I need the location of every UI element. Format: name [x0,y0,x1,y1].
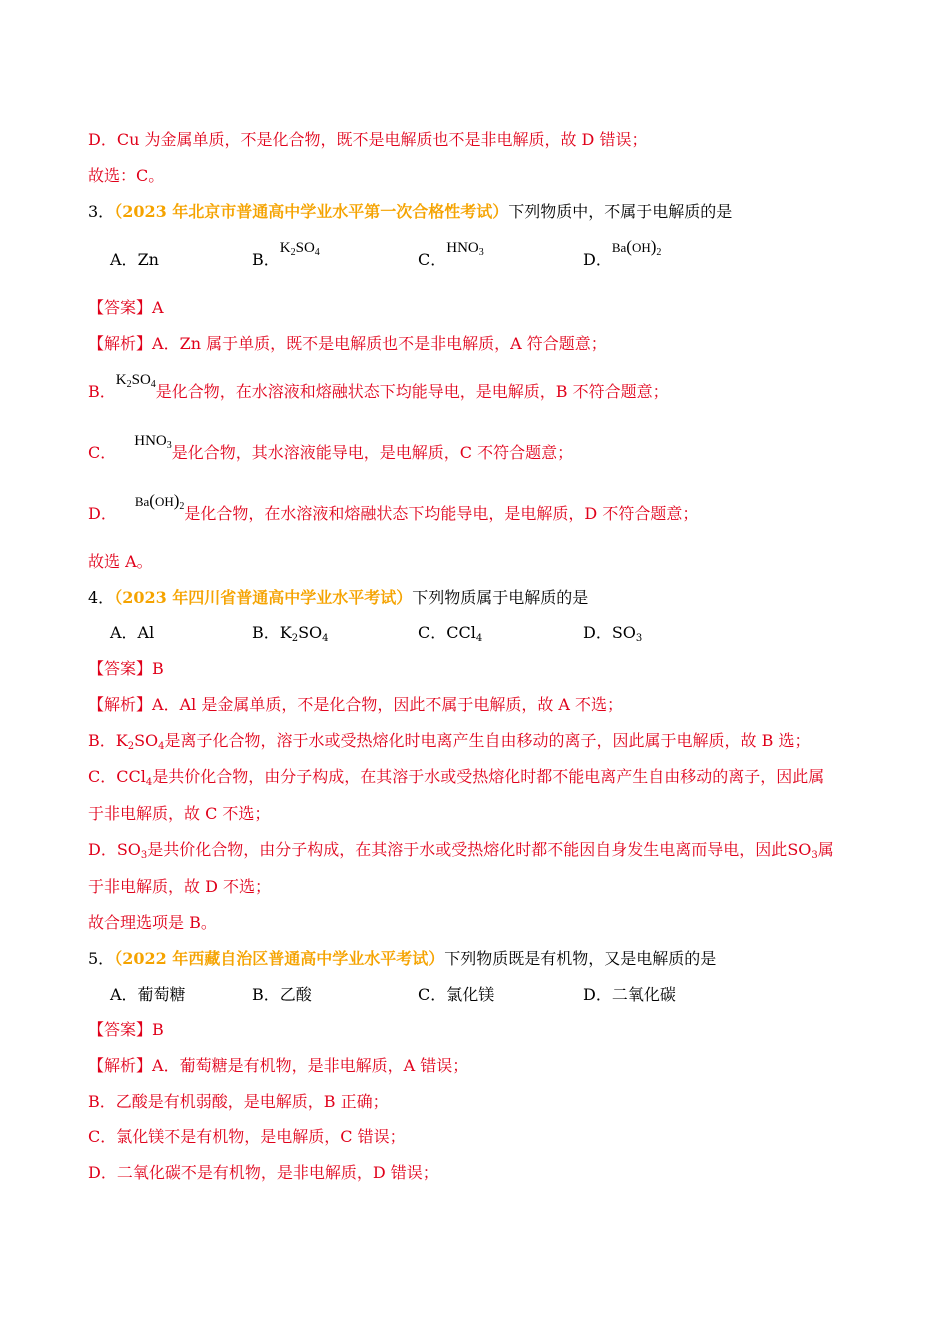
q3-option-c: C．$HNO_3$ [418,240,484,269]
q3-option-d: D．$^{Ba(OH)_2}$ [583,237,662,269]
q5-analysis-c: C．氯化镁不是有机物，是电解质，C 错误； [88,1127,406,1146]
q4-stem: 下列物质属于电解质的是 [412,588,589,607]
q3-option-b-formula: $K_2SO_4$ [279,240,320,258]
q5-option-d: D．二氧化碳 [583,985,676,1004]
q3-conclusion: 故选 A。 [88,552,153,571]
q5-analysis-a: 【解析】A．葡萄糖是有机物，是非电解质，A 错误； [88,1056,469,1075]
q3-option-b: B．$K_2SO_4$ [252,240,320,269]
q4-analysis-b: B．$K_2SO_4$是离子化合物，溶于水或受热熔化时电离产生自由移动的离子，因此属于电解质，故 B 选； [88,731,811,752]
q3-analysis-b: B．$K_2SO_4$是化合物，在水溶液和熔融状态下均能导电，是电解质，B 不符合题意； [88,372,669,401]
q3-analysis-a: 【解析】A．Zn 属于单质，既不是电解质也不是非电解质，A 符合题意； [88,334,607,353]
q5-option-c: C．氯化镁 [418,985,495,1004]
q4-number: 4． [88,588,115,607]
q2-conclusion: 故选：C。 [88,166,165,185]
q5-answer: 【答案】B [88,1020,164,1039]
q5-stem: 下列物质既是有机物，又是电解质的是 [444,949,717,968]
q4-source: （2023 年四川省普通高中学业水平考试） [114,588,413,607]
q3-source: （2023 年北京市普通高中学业水平第一次合格性考试） [114,202,509,221]
q3-analysis-c-formula: $HNO_3$ [134,433,172,451]
q3-option-a: A．Zn [110,250,159,269]
q4-analysis-a: 【解析】A．Al 是金属单质，不是化合物，因此不属于电解质，故 A 不选； [88,695,624,714]
q4-option-d: D．$SO_3$ [583,623,643,644]
q3-number: 3． [88,202,115,221]
q4-option-a: A．Al [110,623,155,642]
q4-analysis-c-line1: C．CCl$_4$是共价化合物，由分子构成，在其溶于水或受热熔化时都不能电离产生自由移动的离子，因此属 [88,767,825,788]
q4-option-b: B．$K_2SO_4$ [252,623,329,644]
q4-analysis-c-line2: 于非电解质，故 C 不选； [88,804,271,823]
q5-stem-line [88,949,716,969]
q5-analysis-b: B．乙酸是有机弱酸，是电解质，B 正确； [88,1092,389,1111]
q5-option-b: B．乙酸 [252,985,312,1004]
q3-analysis-d: D．$^{Ba(OH)_2}$是化合物，在水溶液和熔融状态下均能导电，是电解质，D 不符合题意； [88,491,699,523]
q5-number: 5． [88,949,115,968]
q4-stem-line [88,588,588,608]
q4-answer: 【答案】B [88,659,164,678]
q5-analysis-d: D．二氧化碳不是有机物，是非电解质，D 错误； [88,1163,439,1182]
q4-option-c: C．CCl$_4$ [418,623,483,644]
q3-stem-line [88,202,732,222]
q5-source: （2022 年西藏自治区普通高中学业水平考试） [114,949,445,968]
q4-conclusion: 故合理选项是 B。 [88,913,217,932]
q2-analysis-d: D．Cu 为金属单质，不是化合物，既不是电解质也不是非电解质，故 D 错误； [88,130,648,149]
q4-analysis-d-line1: D．$SO_3$是共价化合物，由分子构成，在其溶于水或受热熔化时都不能因自身发生电离而导电，因此$SO_3$属 [88,840,834,861]
q3-analysis-c: C．$HNO_3$是化合物，其水溶液能导电，是电解质，C 不符合题意； [88,433,574,462]
q5-option-a: A．葡萄糖 [110,985,186,1004]
q3-analysis-d-formula: Ba(OH)2 [134,491,185,512]
q4-analysis-d-line2: 于非电解质，故 D 不选； [88,877,272,896]
q3-option-c-formula: $HNO_3$ [446,240,484,258]
q3-option-d-formula: Ba(OH)2 [611,237,662,258]
q3-answer: 【答案】A [88,298,164,317]
q3-analysis-b-formula: $K_2SO_4$ [115,372,156,390]
q3-stem: 下列物质中，不属于电解质的是 [508,202,733,221]
